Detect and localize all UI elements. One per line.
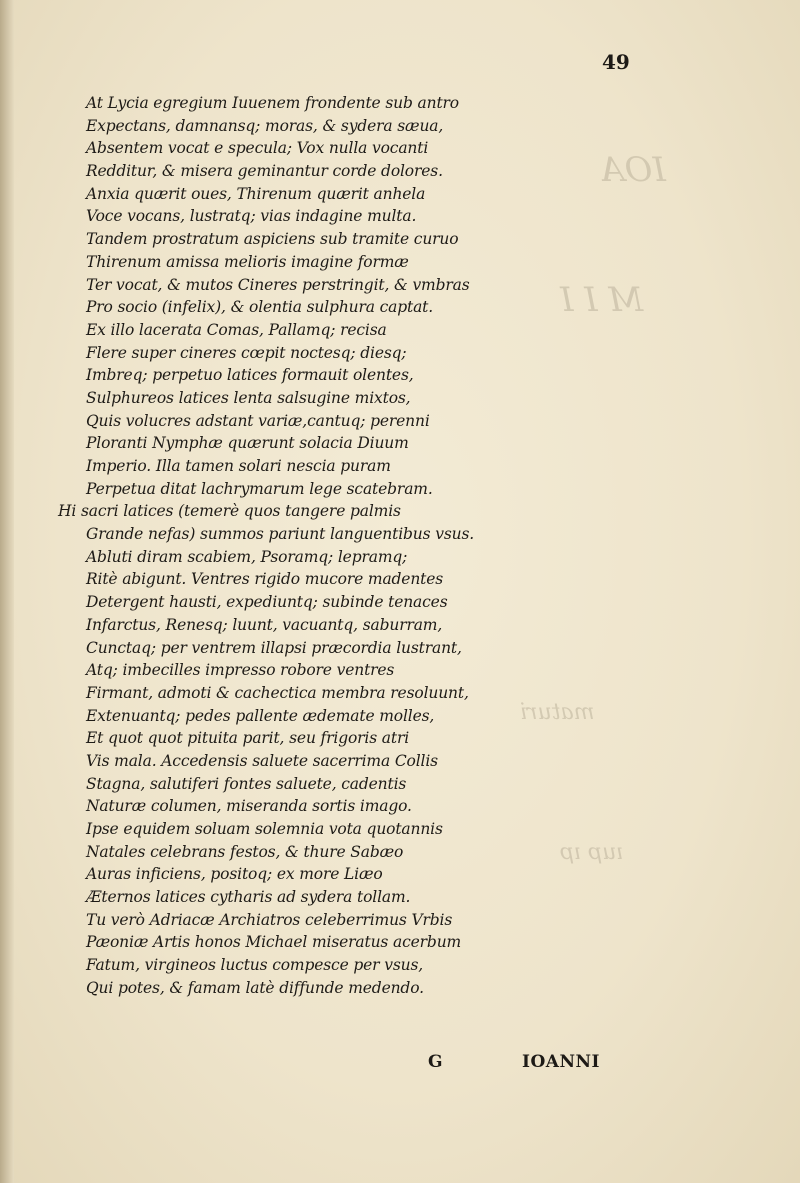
verse-line: Quis volucres adstant variæ,cantuq; perenni [86,411,430,430]
show-through-text: ıup ıp [560,840,624,865]
verse-line: Ritè abigunt. Ventres rigido mucore madentes [86,570,444,589]
verse-line: Grande nefas) summos pariunt languentibus vsus. [86,525,475,544]
verse-line: Ploranti Nymphæ quærunt solacia Diuum [86,434,409,453]
verse-line: Flere super cineres cœpit noctesq; diesq; [86,343,407,362]
verse-line: Æternos latices cytharis ad sydera tollam. [86,888,411,907]
verse-line: Abluti diram scabiem, Psoramq; lepramq; [86,547,408,566]
verse-line: Firmant, admoti & cachectica membra resoluunt, [86,683,469,702]
verse-line: Pæoniæ Artis honos Michael miseratus acerbum [86,933,462,952]
verse-line: Fatum, virgineos luctus compesce per vsus, [86,956,424,975]
verse-line: Detergent hausti, expediuntq; subinde tenaces [86,593,448,612]
verse-line: Voce vocans, lustratq; vias indagine multa. [86,207,417,226]
verse-line: Auras inficiens, positoq; ex more Liæo [86,865,383,884]
signature-mark: G [428,1052,443,1072]
verse-line: Ex illo lacerata Comas, Pallamq; recisa [86,320,387,339]
verse-line: Natales celebrans festos, & thure Sabæo [86,842,404,861]
page-number: 49 [602,50,630,74]
verse-line: At Lycia egregium Iuuenem frondente sub antro [86,94,459,112]
verse-line: Expectans, damnansq; moras, & sydera sæua, [86,116,444,135]
catchword: IOANNI [522,1052,600,1072]
verse-line: Imbreq; perpetuo latices formauit olentes, [86,366,414,385]
verse-line: Vis mala. Accedensis saluete sacerrima Collis [86,751,438,770]
verse-line: Hi sacri latices (temerè quos tangere palmis [58,502,401,521]
verse-line: Ipse equidem soluam solemnia vota quotannis [86,820,443,838]
page-gutter [0,0,14,1183]
verse-line: Cunctaq; per ventrem illapsi præcordia lustrant, [86,638,462,657]
verse-line: Thirenum amissa melioris imagine formæ [86,252,409,271]
show-through-text: Μ Ι Ι [560,280,644,320]
verse-line: Perpetua ditat lachrymarum lege scatebram. [86,479,433,498]
verse-line: Stagna, salutiferi fontes saluete, cadentis [86,774,407,793]
verse-line: Naturæ columen, miseranda sortis imago. [86,797,412,816]
verse-line: Qui potes, & famam latè diffunde medendo. [86,978,424,997]
verse-line: Tandem prostratum aspiciens sub tramite curuo [86,230,459,249]
verse-line: Absentem vocat e specula; Vox nulla vocanti [86,139,429,158]
verse-line: Anxia quærit oues, Thirenum quærit anhela [86,184,426,203]
verse-line: Redditur, & misera geminantur corde dolores. [86,162,443,181]
verse-line: Ter vocat, & mutos Cineres perstringit, & vmbras [86,275,470,294]
verse-line: Pro socio (infelix), & olentia sulphura captat. [86,298,434,317]
show-through-text: maturi [520,700,595,725]
verse-line: Imperio. Illa tamen solari nescia puram [86,457,391,475]
show-through-text: ΙΟΑ [600,150,666,190]
verse-line: Sulphureos latices lenta salsugine mixtos, [86,388,411,407]
verse-line: Infarctus, Renesq; luunt, vacuantq, saburram, [86,615,443,634]
verse-line: Et quot quot pituita parit, seu frigoris atri [86,729,410,748]
verse-line: Tu verò Adriacæ Archiatros celeberrimus Vrbis [86,910,453,929]
verse-line: Atq; imbecilles impresso robore ventres [86,661,395,680]
verse-line: Extenuantq; pedes pallente ædemate molles, [86,706,435,725]
poem-text [58,92,646,1000]
